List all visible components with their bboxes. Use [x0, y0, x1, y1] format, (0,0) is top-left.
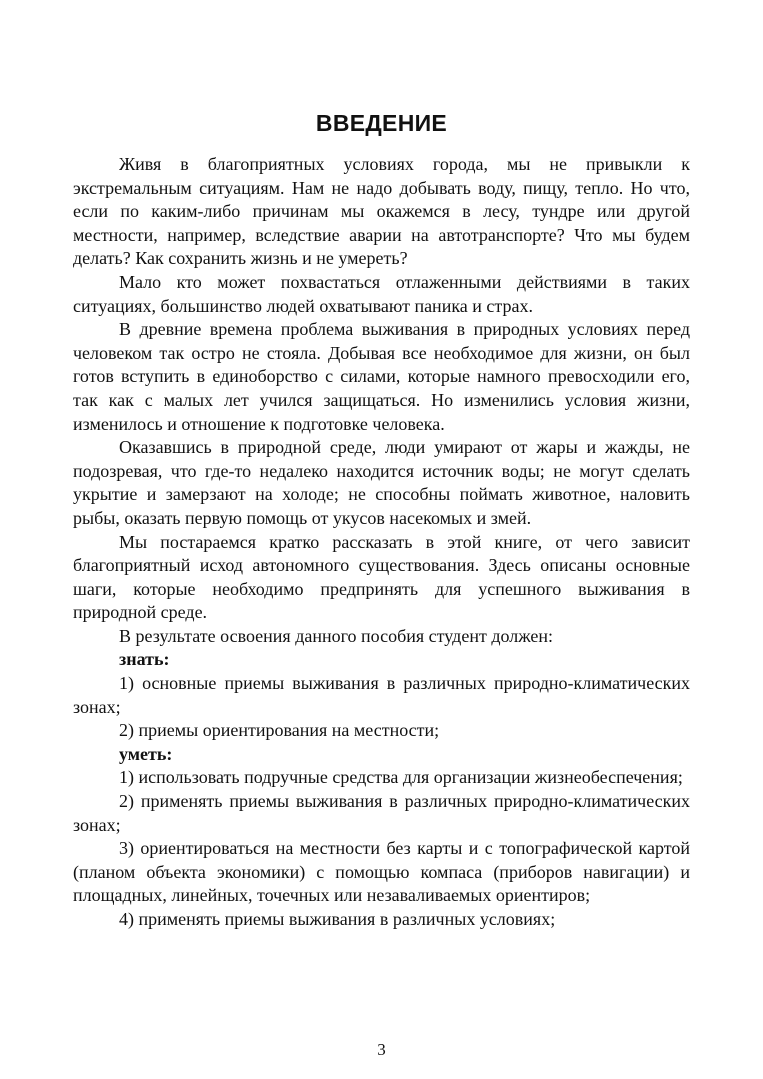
- able-heading: уметь:: [119, 743, 173, 764]
- know-item-2: 2) приемы ориентирования на местности;: [119, 720, 440, 741]
- body-text: [73, 153, 690, 932]
- paragraph-natural-environment: Оказавшись в природной среде, люди умирают от жары и жажды, не подозревая, что где-то недалеко находится источник воды; не могут сделать укрытие и замерзают на холоде; не способны поймать животное, наловить рыбы, оказать первую помощь от укусов насекомых и змей.: [73, 437, 690, 528]
- able-item-3: 3) ориентироваться на местности без карты и с топографической картой (планом объекта экономики) с помощью компаса (приборов навигации) и площадных, линейных, точечных или незаваливаемых ориентиров;: [73, 838, 690, 906]
- page-title: ВВЕДЕНИЕ: [315, 110, 448, 136]
- paragraph-ancient-times: В древние времена проблема выживания в природных условиях перед человеком так остро не стояла. Добывая все необходимое для жизни, он был готов вступить в единоборство с силами, которые намного превосходили его, так как с малых лет учился защищаться. Но изменились условия жизни, изменилось и отношение к подготовке человека.: [73, 319, 690, 434]
- able-item-1: 1) использовать подручные средства для организации жизнеобеспечения;: [119, 767, 683, 788]
- paragraph-few-can: Мало кто может похвастаться отлаженными действиями в таких ситуациях, большинство людей охватывают паника и страх.: [73, 271, 690, 316]
- paragraph-intro: Живя в благоприятных условиях города, мы не привыкли к экстремальным ситуациям. Нам не надо добывать воду, пищу, тепло. Но что, если по каким-либо причинам мы окажемся в лесу, тундре или другой местности, например, вследствие аварии на автотранспорте? Что мы будем делать? Как сохранить жизнь и не умереть?: [73, 154, 690, 269]
- paragraph-book-purpose: Мы постараемся кратко рассказать в этой книге, от чего зависит благоприятный исход автономного существования. Здесь описаны основные шаги, которые необходимо предпринять для успешного выживания в природной среде.: [73, 531, 690, 623]
- know-heading: знать:: [119, 649, 170, 670]
- page-number: 3: [377, 1040, 386, 1059]
- know-item-1: 1) основные приемы выживания в различных природно-климатических зонах;: [73, 673, 690, 717]
- able-item-4: 4) применять приемы выживания в различных условиях;: [119, 909, 556, 929]
- able-item-2: 2) применять приемы выживания в различных природно-климатических зонах;: [73, 791, 690, 835]
- paragraph-outcomes-intro: В результате освоения данного пособия студент должен:: [119, 625, 554, 646]
